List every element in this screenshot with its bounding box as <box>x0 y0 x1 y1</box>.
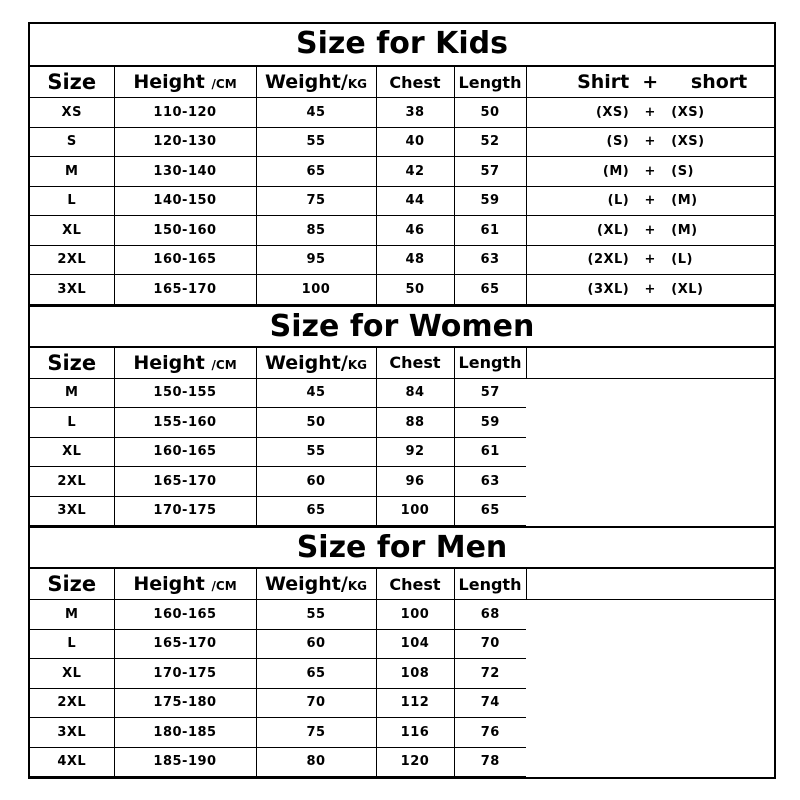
chest-cell: 42 <box>376 157 454 187</box>
shirt-short-cell: (3XL) + (XL) <box>526 275 774 305</box>
table-row <box>30 467 774 497</box>
table-row <box>30 378 774 408</box>
length-cell: 65 <box>454 275 526 305</box>
table-row <box>30 659 774 689</box>
weight-cell: 80 <box>256 747 376 777</box>
length-cell: 57 <box>454 378 526 408</box>
size-cell: 3XL <box>30 496 114 526</box>
table-row <box>30 186 774 216</box>
chest-cell: 108 <box>376 659 454 689</box>
men-section-title: Size for Men <box>30 526 774 568</box>
size-chart <box>28 22 776 779</box>
table-row <box>30 408 774 438</box>
weight-cell: 60 <box>256 467 376 497</box>
chest-column-header: Chest <box>376 569 454 600</box>
length-cell: 74 <box>454 688 526 718</box>
size-cell: XL <box>30 216 114 246</box>
size-cell: XS <box>30 98 114 128</box>
size-cell: 4XL <box>30 747 114 777</box>
size-cell: 3XL <box>30 718 114 748</box>
height-cell: 165-170 <box>114 275 256 305</box>
size-cell: 3XL <box>30 275 114 305</box>
chest-cell: 100 <box>376 600 454 630</box>
shirt-short-cell: (XS) + (XS) <box>526 98 774 128</box>
size-cell: L <box>30 629 114 659</box>
length-cell: 78 <box>454 747 526 777</box>
weight-cell: 75 <box>256 186 376 216</box>
size-cell: XL <box>30 659 114 689</box>
shirt-short-cell: (M) + (S) <box>526 157 774 187</box>
size-cell: S <box>30 127 114 157</box>
women-section-title: Size for Women <box>30 305 774 347</box>
chest-cell: 104 <box>376 629 454 659</box>
women-size-table <box>30 347 774 527</box>
length-cell: 59 <box>454 186 526 216</box>
length-cell: 63 <box>454 467 526 497</box>
length-cell: 63 <box>454 245 526 275</box>
chest-cell: 112 <box>376 688 454 718</box>
height-cell: 155-160 <box>114 408 256 438</box>
table-row <box>30 127 774 157</box>
weight-cell: 55 <box>256 437 376 467</box>
chest-cell: 44 <box>376 186 454 216</box>
weight-cell: 50 <box>256 408 376 438</box>
table-row <box>30 157 774 187</box>
size-cell: 2XL <box>30 467 114 497</box>
men-size-table <box>30 568 774 777</box>
height-cell: 175-180 <box>114 688 256 718</box>
height-cell: 180-185 <box>114 718 256 748</box>
empty-area <box>526 347 774 378</box>
size-column-header: Size <box>30 569 114 600</box>
weight-cell: 55 <box>256 600 376 630</box>
chest-cell: 48 <box>376 245 454 275</box>
height-cell: 170-175 <box>114 496 256 526</box>
weight-column-header: Weight/KG <box>256 569 376 600</box>
size-cell: M <box>30 600 114 630</box>
men-header-row <box>30 569 774 600</box>
shirt-short-cell: (XL) + (M) <box>526 216 774 246</box>
weight-cell: 65 <box>256 157 376 187</box>
length-cell: 70 <box>454 629 526 659</box>
length-cell: 68 <box>454 600 526 630</box>
length-cell: 61 <box>454 216 526 246</box>
chest-cell: 92 <box>376 437 454 467</box>
weight-column-header: Weight/KG <box>256 67 376 98</box>
height-cell: 140-150 <box>114 186 256 216</box>
women-header-row <box>30 347 774 378</box>
weight-cell: 60 <box>256 629 376 659</box>
height-cell: 130-140 <box>114 157 256 187</box>
length-cell: 59 <box>454 408 526 438</box>
weight-cell: 75 <box>256 718 376 748</box>
shirt-short-cell: (L) + (M) <box>526 186 774 216</box>
weight-cell: 65 <box>256 496 376 526</box>
kids-size-table <box>30 66 774 305</box>
kids-header-row <box>30 67 774 98</box>
size-cell: M <box>30 378 114 408</box>
table-row <box>30 600 774 630</box>
length-cell: 57 <box>454 157 526 187</box>
length-column-header: Length <box>454 569 526 600</box>
chest-cell: 38 <box>376 98 454 128</box>
weight-cell: 100 <box>256 275 376 305</box>
size-cell: M <box>30 157 114 187</box>
height-cell: 170-175 <box>114 659 256 689</box>
chest-cell: 40 <box>376 127 454 157</box>
height-cell: 160-165 <box>114 600 256 630</box>
weight-cell: 95 <box>256 245 376 275</box>
chest-cell: 96 <box>376 467 454 497</box>
weight-cell: 45 <box>256 98 376 128</box>
length-cell: 61 <box>454 437 526 467</box>
length-column-header: Length <box>454 347 526 378</box>
weight-cell: 45 <box>256 378 376 408</box>
table-row <box>30 747 774 777</box>
height-cell: 120-130 <box>114 127 256 157</box>
table-row <box>30 275 774 305</box>
length-column-header: Length <box>454 67 526 98</box>
height-cell: 160-165 <box>114 245 256 275</box>
length-cell: 50 <box>454 98 526 128</box>
chest-cell: 88 <box>376 408 454 438</box>
height-column-header: Height /CM <box>114 569 256 600</box>
size-cell: 2XL <box>30 688 114 718</box>
chest-column-header: Chest <box>376 347 454 378</box>
size-column-header: Size <box>30 67 114 98</box>
height-cell: 165-170 <box>114 467 256 497</box>
chest-cell: 50 <box>376 275 454 305</box>
size-column-header: Size <box>30 347 114 378</box>
length-cell: 76 <box>454 718 526 748</box>
size-cell: XL <box>30 437 114 467</box>
shirt-short-column-header: Shirt + short <box>526 67 774 98</box>
weight-cell: 85 <box>256 216 376 246</box>
height-cell: 160-165 <box>114 437 256 467</box>
height-cell: 165-170 <box>114 629 256 659</box>
weight-cell: 65 <box>256 659 376 689</box>
chest-cell: 116 <box>376 718 454 748</box>
table-row <box>30 629 774 659</box>
chest-cell: 100 <box>376 496 454 526</box>
chest-column-header: Chest <box>376 67 454 98</box>
length-cell: 65 <box>454 496 526 526</box>
chest-cell: 120 <box>376 747 454 777</box>
table-row <box>30 688 774 718</box>
height-cell: 185-190 <box>114 747 256 777</box>
table-row <box>30 245 774 275</box>
size-cell: L <box>30 408 114 438</box>
shirt-short-cell: (S) + (XS) <box>526 127 774 157</box>
length-cell: 52 <box>454 127 526 157</box>
height-column-header: Height /CM <box>114 347 256 378</box>
table-row <box>30 718 774 748</box>
height-cell: 110-120 <box>114 98 256 128</box>
table-row <box>30 437 774 467</box>
height-column-header: Height /CM <box>114 67 256 98</box>
height-cell: 150-155 <box>114 378 256 408</box>
empty-area <box>526 569 774 600</box>
weight-column-header: Weight/KG <box>256 347 376 378</box>
size-cell: 2XL <box>30 245 114 275</box>
size-cell: L <box>30 186 114 216</box>
kids-section-title: Size for Kids <box>30 24 774 66</box>
chest-cell: 46 <box>376 216 454 246</box>
table-row <box>30 98 774 128</box>
weight-cell: 55 <box>256 127 376 157</box>
height-cell: 150-160 <box>114 216 256 246</box>
shirt-short-cell: (2XL) + (L) <box>526 245 774 275</box>
table-row <box>30 496 774 526</box>
chest-cell: 84 <box>376 378 454 408</box>
table-row <box>30 216 774 246</box>
weight-cell: 70 <box>256 688 376 718</box>
length-cell: 72 <box>454 659 526 689</box>
